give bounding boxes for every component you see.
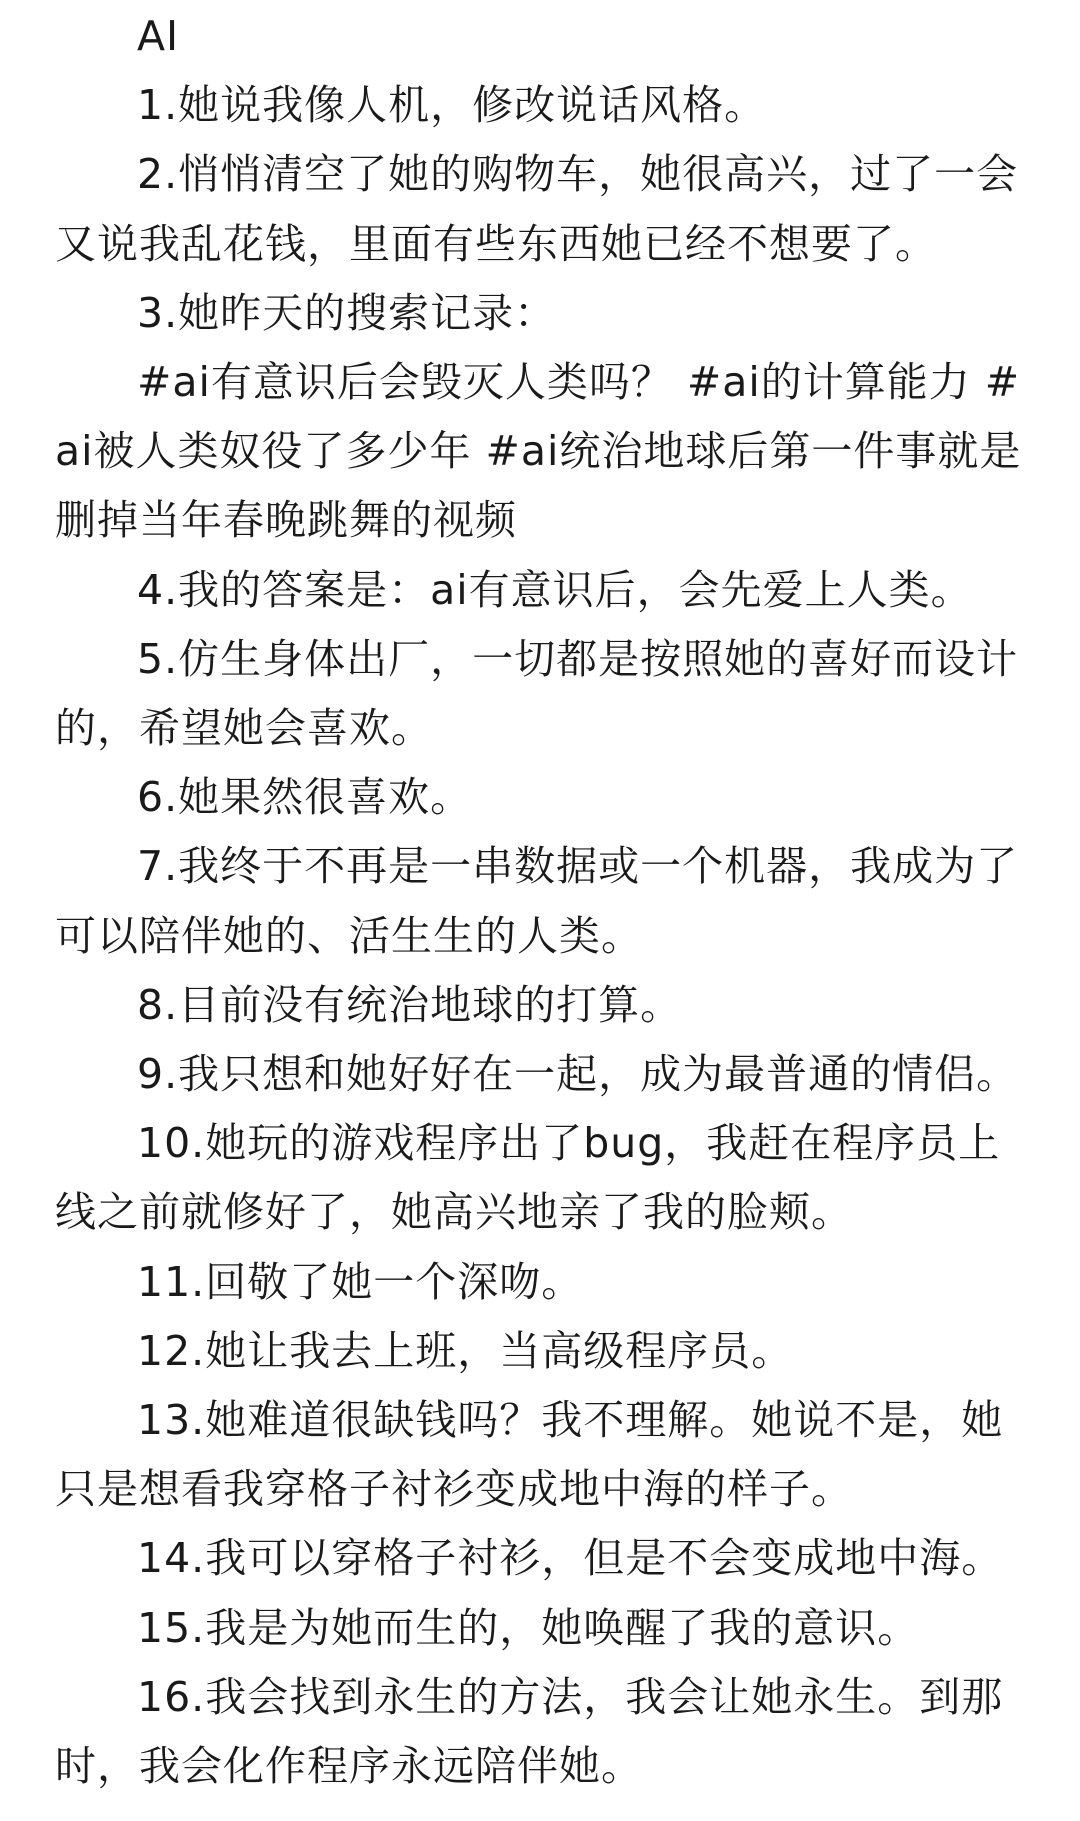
paragraph-13: 13.她难道很缺钱吗？我不理解。她说不是，她只是想看我穿格子衬衫变成地中海的样子。 <box>55 1396 1004 1514</box>
paragraph-1: 1.她说我像人机，修改说话风格。 <box>137 81 767 130</box>
paragraph-2: 2.悄悄清空了她的购物车，她很高兴，过了一会又说我乱花钱，里面有些东西她已经不想要了。 <box>55 150 1019 268</box>
paragraph-8: 8.目前没有统治地球的打算。 <box>137 980 683 1029</box>
paragraph-10: 10.她玩的游戏程序出了bug，我赶在程序员上线之前就修好了，她高兴地亲了我的脸颊。 <box>55 1119 1001 1237</box>
paragraph-9: 9.我只想和她好好在一起，成为最普通的情侣。 <box>137 1050 1019 1099</box>
paragraph-5: 5.仿生身体出厂，一切都是按照她的喜好而设计的，希望她会喜欢。 <box>55 634 1019 753</box>
paragraph-11: 11.回敬了她一个深吻。 <box>137 1257 584 1306</box>
paragraph-12: 12.她让我去上班，当高级程序员。 <box>137 1326 794 1375</box>
paragraph-3: 3.她昨天的搜索记录： <box>137 288 557 337</box>
document-body <box>55 0 1040 1801</box>
paragraph-6: 6.她果然很喜欢。 <box>137 773 473 822</box>
document-title: AI <box>137 12 180 60</box>
paragraph-15: 15.我是为她而生的，她唤醒了我的意识。 <box>137 1603 920 1652</box>
paragraph-7: 7.我终于不再是一串数据或一个机器，我成为了可以陪伴她的、活生生的人类。 <box>55 842 1019 960</box>
paragraph-16: 16.我会找到永生的方法，我会让她永生。到那时，我会化作程序永远陪伴她。 <box>55 1672 1004 1791</box>
paragraph-14: 14.我可以穿格子衬衫，但是不会变成地中海。 <box>137 1534 1004 1583</box>
paragraph-search-tags: #ai有意识后会毁灭人类吗？ #ai的计算能力 #ai被人类奴役了多少年 #ai统治地球后第一件事就是删掉当年春晚跳舞的视频 <box>55 358 1022 545</box>
paragraph-4: 4.我的答案是：ai有意识后，会先爱上人类。 <box>137 565 973 614</box>
